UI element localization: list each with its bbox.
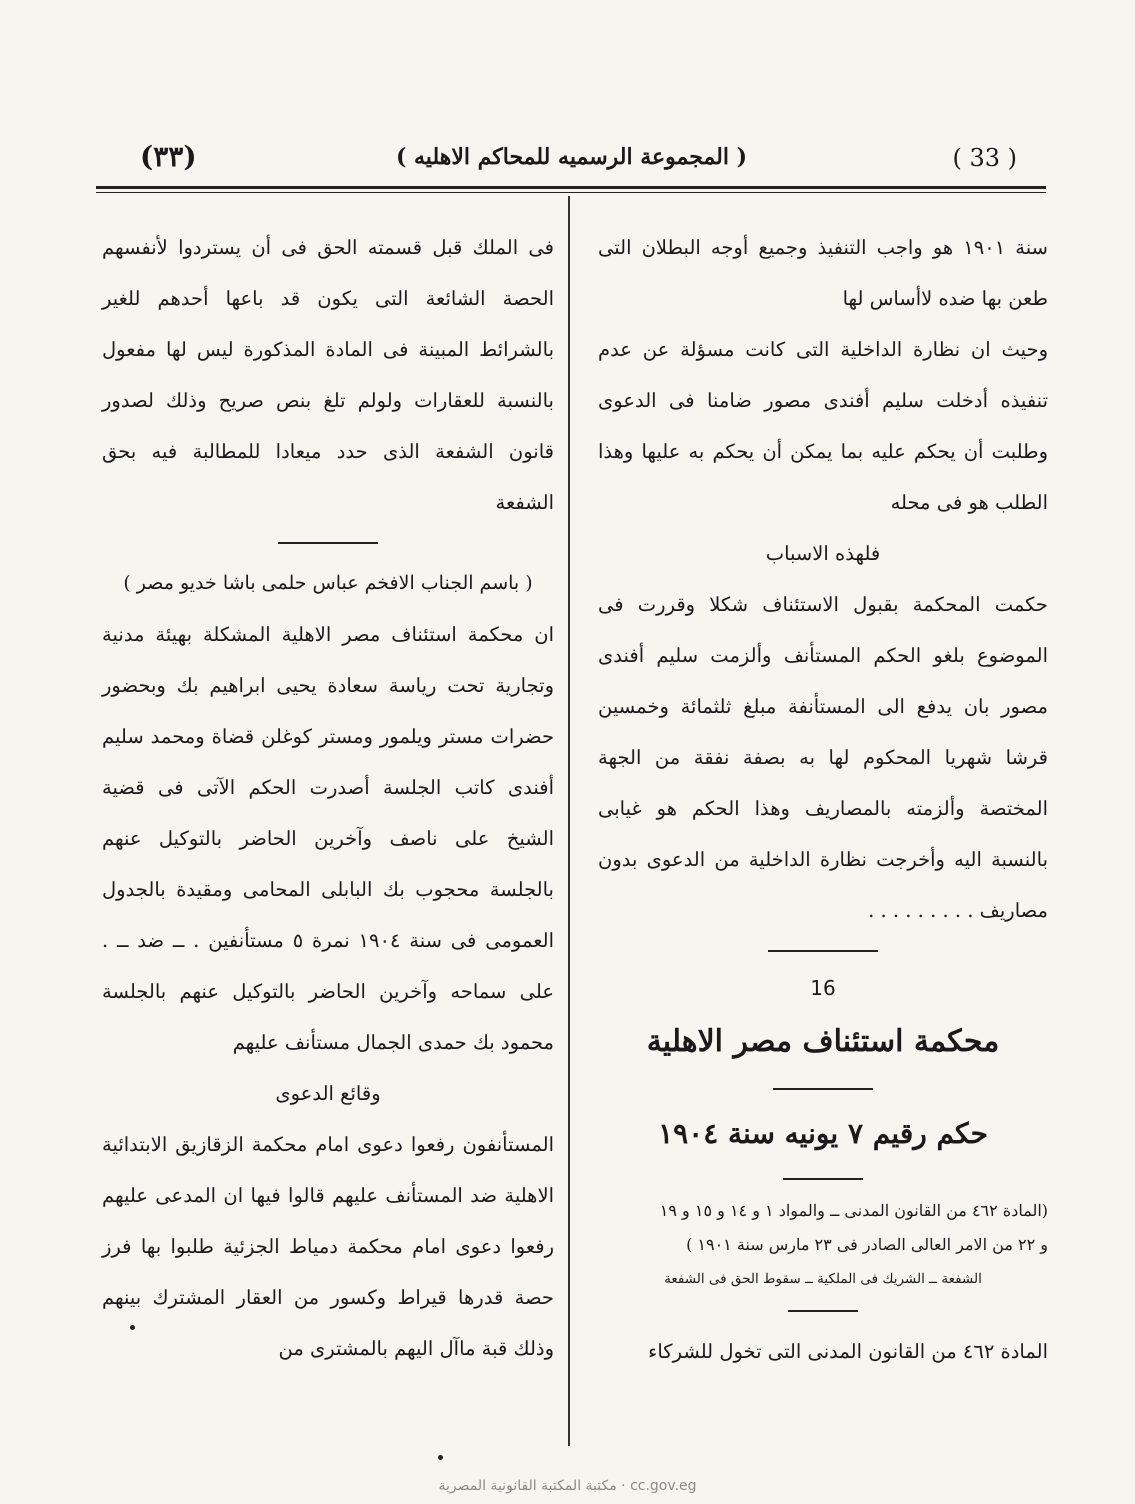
right-para-1: سنة ١٩٠١ هو واجب التنفيذ وجميع أوجه البطلان التى طعن بها ضده لاأساس لها bbox=[598, 236, 1048, 310]
ink-speck bbox=[438, 1455, 443, 1460]
right-para-3: حكمت المحكمة بقبول الاستئناف شكلا وقررت فى الموضوع بلغو الحكم المستأنف وألزمت سليم أفندى مصور بان يدفع الى المستأنفة مبلغ ثلثمائة وخمسين قرشا شهريا المحكوم لها به بصفة نفقة من الجهة المختصة وألزمته بالمصاريف وهذا الحكم هو غيابى بالنسبة اليه وأخرجت نظارة الداخلية من الدعوى بدون مصاريف . . . . . . . . . bbox=[598, 593, 1048, 922]
page-header bbox=[98, 140, 1045, 180]
header-rule-thin bbox=[96, 192, 1046, 193]
separator-rule bbox=[783, 1178, 863, 1180]
judgment-date-heading: حكم رقيم ٧ يونيه سنة ١٩٠٤ bbox=[658, 1117, 988, 1150]
case-topics: الشفعة ــ الشريك فى الملكية ــ سقوط الحق فى الشفعة bbox=[664, 1271, 982, 1287]
page-number-arabic: (٣٣) bbox=[140, 140, 197, 173]
page-footer: cc.gov.eg · مكتبة المكتبة القانونية المصرية bbox=[438, 1478, 697, 1494]
separator-rule bbox=[278, 542, 378, 544]
page-number: ( 33 ) bbox=[952, 144, 1017, 172]
left-para-3: المستأنفون رفعوا دعوى امام محكمة الزقازيق الابتدائية الاهلية ضد المستأنف عليهم قالوا فيها ان المدعى عليهم رفعوا دعوى امام محكمة دمياط الجزئية طلبوا بها فرز حصة قدرها قيراط وكسور من العقار المشترك بينهم وذلك قبة ماآل اليهم بالمشترى من bbox=[102, 1133, 554, 1360]
left-para-1: فى الملك قبل قسمته الحق فى أن يستردوا لأنفسهم الحصة الشائعة التى يكون قد باعها أحدهم للغير بالشرائط المبينة فى المادة المذكورة ليس لها مفعول بالنسبة للعقارات ولولم تلغ بنص صريح وذلك لصدور قانون الشفعة الذى حدد ميعادا للمطالبة فيه بحق الشفعة bbox=[102, 236, 554, 514]
separator-rule bbox=[788, 1310, 858, 1312]
separator-rule bbox=[768, 950, 878, 952]
ink-speck bbox=[130, 1325, 135, 1330]
left-column bbox=[102, 222, 554, 1374]
court-name-heading: محكمة استئناف مصر الاهلية bbox=[646, 1024, 1000, 1059]
right-column bbox=[598, 222, 1048, 1377]
header-rule-thick bbox=[96, 186, 1046, 189]
left-para-2: ان محكمة استئناف مصر الاهلية المشكلة بهيئة مدنية وتجارية تحت رياسة سعادة يحيى ابراهيم بك وبحضور حضرات مستر ويلمور ومستر كوغلن قضاة ومحمد سليم أفندى كاتب الجلسة أصدرت الحكم الآتى فى قضية الشيخ على ناصف وآخرين الحاضر بالتوكيل عنهم بالجلسة محجوب بك البابلى المحامى ومقيدة بالجدول العمومى فى سنة ١٩٠٤ نمرة ٥ مستأنفين . ــ ضد ــ . على سماحه وآخرين الحاضر بالتوكيل عنهم بالجلسة محمود بك حمدى الجمال مستأنف عليهم bbox=[102, 623, 555, 1054]
articles-line-2: و ٢٢ من الامر العالى الصادر فى ٢٣ مارس سنة ١٩٠١ ) bbox=[686, 1235, 1048, 1254]
invocation-line: ( باسم الجناب الافخم عباس حلمى باشا خديو مصر ) bbox=[123, 572, 533, 594]
reasons-heading: فلهذه الاسباب bbox=[765, 542, 881, 565]
articles-line-1: (المادة ٤٦٢ من القانون المدنى ــ والمواد ١ و ١٤ و ١٥ و ١٩ bbox=[659, 1201, 1048, 1220]
right-para-4: المادة ٤٦٢ من القانون المدنى التى تخول للشركاء bbox=[648, 1340, 1048, 1363]
case-number: 16 bbox=[810, 976, 836, 1000]
right-para-2: وحيث ان نظارة الداخلية التى كانت مسؤلة عن عدم تنفيذه أدخلت سليم أفندى مصور ضامنا فى الدعوى وطلبت أن يحكم عليه بما يمكن أن يحكم به عليها وهذا الطلب هو فى محله bbox=[598, 338, 1048, 514]
column-divider bbox=[568, 196, 570, 1446]
separator-rule bbox=[773, 1088, 873, 1090]
publication-title: ( المجموعة الرسميه للمحاكم الاهليه ) bbox=[395, 144, 748, 170]
facts-heading: وقائع الدعوى bbox=[275, 1082, 381, 1105]
